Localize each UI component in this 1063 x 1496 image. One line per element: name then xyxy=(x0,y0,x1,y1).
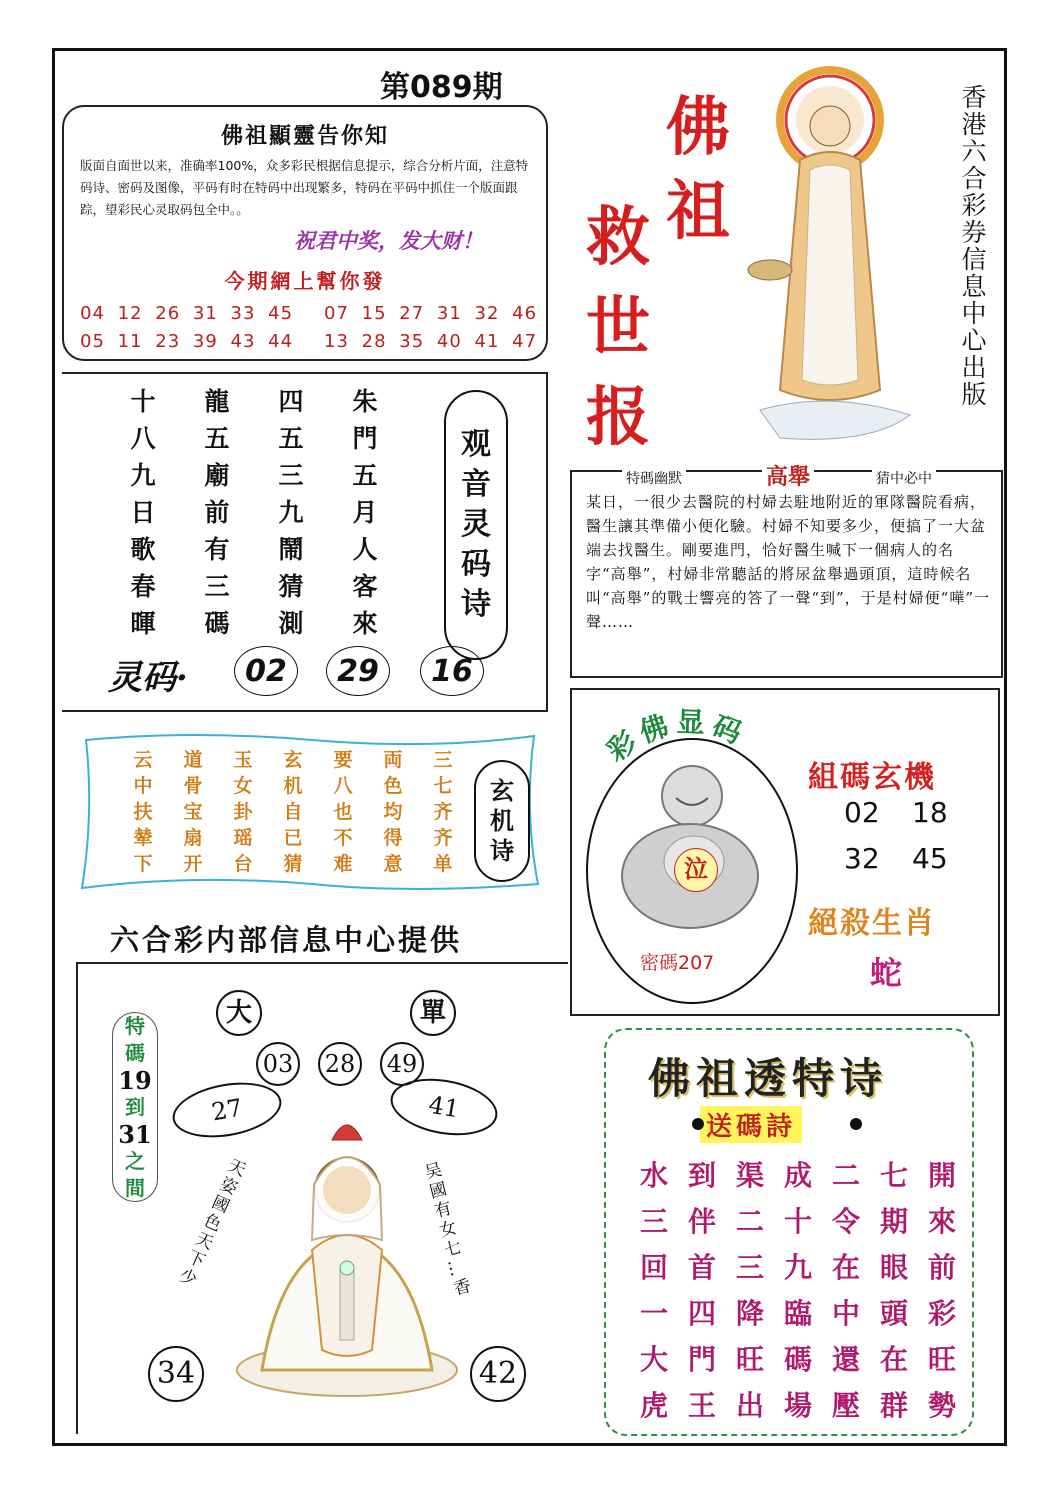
lingma-number: 16 xyxy=(420,646,484,696)
poem-char: 群 xyxy=(879,1389,908,1422)
title-char: 诗 xyxy=(461,587,491,622)
poem-char: 五 xyxy=(204,424,230,453)
joke-title: 高舉 xyxy=(762,460,814,491)
poem-char: 朱 xyxy=(352,387,378,416)
info-title: 佛祖顯靈告你知 xyxy=(220,123,389,149)
poem-char: 水 xyxy=(639,1159,668,1192)
poem-char: 還 xyxy=(831,1343,860,1376)
guanyin-poem-grid xyxy=(106,382,402,641)
poem-char: 二 xyxy=(735,1205,764,1238)
title-char: 诗 xyxy=(490,836,514,865)
tema-char: 19 xyxy=(118,1065,152,1095)
poem-char: 也 xyxy=(333,801,353,823)
poem-char: 意 xyxy=(383,853,403,875)
poem-char: 骨 xyxy=(183,775,203,797)
poem-char: 扶 xyxy=(133,801,153,823)
laughing-buddha-image xyxy=(610,756,770,936)
dan-circle: 單 xyxy=(410,990,456,1036)
poem-char: 來 xyxy=(927,1205,956,1238)
poem-char: 玄 xyxy=(283,749,303,771)
poem-char: 三 xyxy=(204,572,230,601)
poem-char: 五 xyxy=(352,461,378,490)
poem-char: 一 xyxy=(639,1297,668,1330)
combo-number: 32 xyxy=(844,842,880,875)
poem-char: 碼 xyxy=(204,609,230,638)
poem-char: 春 xyxy=(130,572,156,601)
poem-char: 三 xyxy=(735,1251,764,1284)
tema-range-pill xyxy=(112,1012,158,1202)
special-poem-grid xyxy=(630,1154,966,1430)
lingma-label: 灵码· xyxy=(108,658,188,698)
poem-char: 頭 xyxy=(879,1297,908,1330)
poem-char: 渠 xyxy=(735,1159,764,1192)
number-row: 13 28 35 40 41 47 xyxy=(324,331,538,352)
top-number: 03 xyxy=(256,1042,300,1086)
xuanji-poem-grid xyxy=(118,745,468,875)
poem-char: 來 xyxy=(352,609,378,638)
joke-box xyxy=(570,464,1003,678)
poem-char: 大 xyxy=(639,1343,668,1376)
left-oval-number: 27 xyxy=(168,1075,285,1145)
secret-code: 密碼207 xyxy=(640,952,715,974)
poem-char: 両 xyxy=(383,749,403,771)
poem-char: 暉 xyxy=(130,609,156,638)
guanyin-poem-title xyxy=(444,390,508,660)
poem-char: 成 xyxy=(783,1159,812,1192)
da-circle: 大 xyxy=(216,990,262,1036)
poem-char: 要 xyxy=(333,749,353,771)
wish-text: 祝君中奖，发大财！ xyxy=(294,228,483,253)
masthead-char: 世 xyxy=(586,290,650,365)
combo-number: 45 xyxy=(912,842,948,875)
poem-char: 日 xyxy=(130,498,156,527)
tema-char: 間 xyxy=(125,1175,145,1200)
info-box xyxy=(62,105,548,361)
poem-char: 勢 xyxy=(927,1389,956,1422)
joke-right-label: 猜中必中 xyxy=(872,468,936,488)
seal-stamp: 泣 xyxy=(674,848,718,892)
poem-char: 前 xyxy=(927,1251,956,1284)
poem-char: 旺 xyxy=(735,1343,764,1376)
top-number: 28 xyxy=(318,1042,362,1086)
poem-char: 期 xyxy=(879,1205,908,1238)
poem-char: 中 xyxy=(133,775,153,797)
tema-char: 特 xyxy=(125,1013,145,1038)
provider-line: 六合彩内部信息中心提供 xyxy=(110,923,463,957)
poem-char: 齐 xyxy=(433,801,453,823)
poem-char: 道 xyxy=(183,749,203,771)
standing-guanyin-image xyxy=(740,60,950,450)
poem-char: 在 xyxy=(879,1343,908,1376)
special-poem-subtitle: 送碼詩 xyxy=(700,1106,802,1143)
special-poem-title: 佛祖透特诗 xyxy=(648,1054,889,1103)
poem-char: 客 xyxy=(352,572,378,601)
poem-char: 有 xyxy=(204,535,230,564)
top-number: 49 xyxy=(380,1042,424,1086)
tema-char: 31 xyxy=(118,1119,152,1149)
poem-char: 碼 xyxy=(783,1343,812,1376)
guanyin-figure-image xyxy=(222,1100,472,1400)
tema-char: 之 xyxy=(125,1148,145,1173)
poem-char: 中 xyxy=(831,1297,860,1330)
title-char: 观 xyxy=(461,427,491,462)
number-row: 07 15 27 31 32 46 xyxy=(324,303,538,324)
poem-char: 十 xyxy=(130,387,156,416)
poem-char: 開 xyxy=(927,1159,956,1192)
today-label: 今期網上幫你發 xyxy=(224,269,386,293)
poem-char: 伴 xyxy=(687,1205,716,1238)
publisher-line: 香港六合彩券信息中心出版 xyxy=(958,84,987,408)
number-row: 04 12 26 31 33 45 xyxy=(80,303,294,324)
poem-char: 瑶 xyxy=(233,827,253,849)
bullet-dot xyxy=(850,1118,862,1130)
poem-char: 均 xyxy=(383,801,403,823)
combo-number: 18 xyxy=(912,796,948,829)
title-char: 玄 xyxy=(490,776,514,805)
number-row: 05 11 23 39 43 44 xyxy=(80,331,294,352)
poem-char: 难 xyxy=(333,853,353,875)
poem-char: 单 xyxy=(433,853,453,875)
joke-text: 某日，一很少去醫院的村婦去駐地附近的軍隊醫院看病，醫生讓其準備小便化驗。村婦不知要多少，便搞了一大盆端去找醫生。剛要進門，恰好醫生喊下一個病人的名字“高舉”，村婦非常聽話的將尿盆舉過頭頂，這時候名叫“高舉”的戰士響亮的答了一聲“到”，于是村婦便“嘩”一聲…… xyxy=(586,493,991,631)
poem-char: 出 xyxy=(735,1389,764,1422)
poem-char: 鬧 xyxy=(278,535,304,564)
poem-char: 龍 xyxy=(204,387,230,416)
poem-char: 門 xyxy=(352,424,378,453)
title-char: 音 xyxy=(461,467,491,502)
poem-char: 台 xyxy=(233,853,253,875)
poem-char: 月 xyxy=(352,498,378,527)
poem-char: 开 xyxy=(183,853,203,875)
poem-char: 首 xyxy=(687,1251,716,1284)
poem-char: 云 xyxy=(133,749,153,771)
poem-char: 三 xyxy=(433,749,453,771)
masthead-char: 祖 xyxy=(666,174,730,249)
poem-char: 彩 xyxy=(927,1297,956,1330)
poem-char: 門 xyxy=(687,1343,716,1376)
poem-char: 女 xyxy=(233,775,253,797)
poem-char: 令 xyxy=(831,1205,860,1238)
poem-char: 卦 xyxy=(233,801,253,823)
tema-char: 到 xyxy=(125,1094,145,1119)
poem-char: 色 xyxy=(383,775,403,797)
poem-char: 八 xyxy=(333,775,353,797)
masthead-char: 佛 xyxy=(666,90,730,165)
bottom-right-number: 42 xyxy=(470,1346,526,1402)
buddha-arc-text: 彩佛显码 xyxy=(600,706,752,768)
poem-char: 扇 xyxy=(183,827,203,849)
tema-char: 碼 xyxy=(125,1040,145,1065)
poem-char: 三 xyxy=(278,461,304,490)
title-char: 灵 xyxy=(461,507,491,542)
right-curve-text: 吴國有女七…香 xyxy=(418,1160,473,1301)
poem-char: 玉 xyxy=(233,749,253,771)
poem-char: 回 xyxy=(639,1251,668,1284)
title-char: 码 xyxy=(461,547,491,582)
poem-char: 猜 xyxy=(278,572,304,601)
poem-char: 猜 xyxy=(283,853,303,875)
issue-number: 第089期 xyxy=(380,70,503,105)
poem-char: 七 xyxy=(879,1159,908,1192)
right-oval-number: 41 xyxy=(386,1071,502,1143)
poem-char: 歌 xyxy=(130,535,156,564)
poem-char: 下 xyxy=(133,853,153,875)
kill-zodiac-value: 蛇 xyxy=(870,954,903,992)
kill-zodiac-title: 絕殺生肖 xyxy=(808,906,936,941)
poem-char: 旺 xyxy=(927,1343,956,1376)
poem-char: 壓 xyxy=(831,1389,860,1422)
poem-char: 到 xyxy=(687,1159,716,1192)
poem-char: 不 xyxy=(333,827,353,849)
poem-char: 場 xyxy=(783,1389,812,1422)
poem-char: 七 xyxy=(433,775,453,797)
masthead-char: 报 xyxy=(586,380,650,455)
bullet-dot xyxy=(692,1118,704,1130)
poem-char: 齐 xyxy=(433,827,453,849)
combo-title: 組碼玄機 xyxy=(808,760,936,795)
poem-char: 四 xyxy=(687,1297,716,1330)
xuanji-poem-title xyxy=(474,760,530,882)
poem-char: 王 xyxy=(687,1389,716,1422)
poem-char: 廟 xyxy=(204,461,230,490)
poem-char: 得 xyxy=(383,827,403,849)
poem-char: 自 xyxy=(283,801,303,823)
poem-char: 九 xyxy=(278,498,304,527)
poem-char: 在 xyxy=(831,1251,860,1284)
poem-char: 九 xyxy=(783,1251,812,1284)
poem-char: 前 xyxy=(204,498,230,527)
poem-char: 机 xyxy=(283,775,303,797)
poem-char: 二 xyxy=(831,1159,860,1192)
poem-char: 辇 xyxy=(133,827,153,849)
joke-left-label: 特碼幽默 xyxy=(622,468,686,488)
poem-char: 三 xyxy=(639,1205,668,1238)
bottom-left-number: 34 xyxy=(148,1346,204,1402)
lingma-number: 02 xyxy=(234,646,298,696)
poem-char: 已 xyxy=(283,827,303,849)
left-curve-text: 天姿國色天下少 xyxy=(172,1154,248,1291)
lingma-number: 29 xyxy=(326,646,390,696)
info-text: 版面自面世以来，准确率100%，众多彩民根据信息提示，综合分析片面，注意特码诗、密码及图像，平码有时在特码中出现繁多，特码在平码中抓住一个版面跟踪，望彩民心灵取码包全中。。 xyxy=(80,158,529,217)
poem-char: 臨 xyxy=(783,1297,812,1330)
poem-char: 虎 xyxy=(639,1389,668,1422)
poem-char: 五 xyxy=(278,424,304,453)
poem-char: 測 xyxy=(278,609,304,638)
poem-char: 八 xyxy=(130,424,156,453)
poem-char: 四 xyxy=(278,387,304,416)
poem-char: 宝 xyxy=(183,801,203,823)
poem-char: 眼 xyxy=(879,1251,908,1284)
poem-char: 九 xyxy=(130,461,156,490)
title-char: 机 xyxy=(490,806,514,835)
poem-char: 人 xyxy=(352,535,378,564)
poem-char: 降 xyxy=(735,1297,764,1330)
poem-char: 十 xyxy=(783,1205,812,1238)
masthead-char: 救 xyxy=(586,200,650,275)
combo-number: 02 xyxy=(844,796,880,829)
